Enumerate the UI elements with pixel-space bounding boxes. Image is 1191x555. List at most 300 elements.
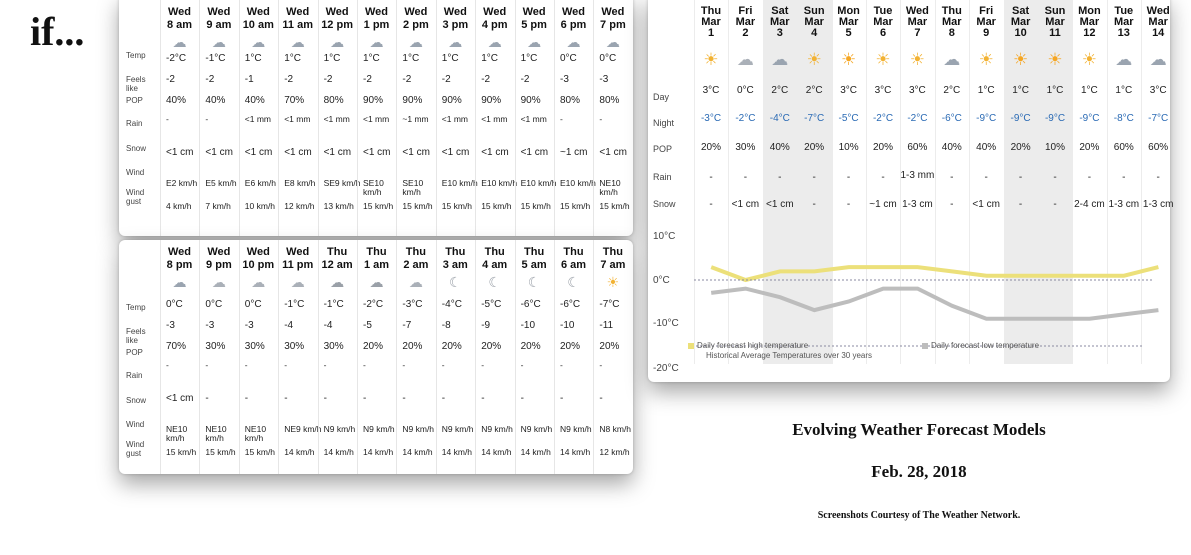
hour-day: Thu xyxy=(366,246,387,258)
hour-feels: -4 xyxy=(284,320,294,331)
night-low: -6°C xyxy=(941,113,962,124)
hour-rain: - xyxy=(441,360,445,370)
hour-day: Thu xyxy=(563,246,584,258)
hour-feels: -9 xyxy=(481,320,491,331)
sun-icon: ☀ xyxy=(840,50,857,69)
moon-cloud-icon: ☾ xyxy=(567,274,580,290)
hour-feels: -10 xyxy=(520,320,536,331)
hour-time: 5 pm xyxy=(521,19,547,31)
hour-rain: ~1 mm xyxy=(402,114,429,124)
day-month: Mar xyxy=(735,16,756,28)
day-rain: - xyxy=(984,172,988,183)
hour-rain: <1 mm xyxy=(520,114,547,124)
day-pop: 20% xyxy=(700,142,721,153)
sun-cloud-snow-icon: ☀ xyxy=(909,50,926,69)
day-month: Mar xyxy=(907,16,928,28)
hour-snow: <1 cm xyxy=(205,147,233,158)
day-snow: 1-3 cm xyxy=(1108,199,1140,210)
hour-wind: E8 km/h xyxy=(284,178,316,188)
day-pop: 10% xyxy=(1044,142,1065,153)
day-month: Mar xyxy=(942,16,962,28)
hour-gust: 15 km/h xyxy=(363,201,394,211)
hour-snow: <1 cm xyxy=(402,147,430,158)
day-snow: 1-3 cm xyxy=(1142,199,1174,210)
hour-wind: N9 km/h xyxy=(323,424,356,434)
night-low: -7°C xyxy=(1148,113,1169,124)
cloud-moon-icon: ☁ xyxy=(330,274,345,290)
hour-day: Wed xyxy=(325,6,349,18)
hour-gust: 15 km/h xyxy=(599,201,630,211)
legend-high: Daily forecast high temperature xyxy=(697,341,809,350)
hour-feels: -2 xyxy=(284,74,294,85)
night-low: -9°C xyxy=(1010,113,1031,124)
day-rain: - xyxy=(1156,172,1160,183)
hour-wind: E10 km/h xyxy=(481,178,518,188)
hour-snow: <1 cm xyxy=(599,147,627,158)
day-rain: - xyxy=(846,172,851,183)
hour-snow: - xyxy=(560,393,564,404)
hour-feels: -2 xyxy=(481,74,491,85)
hour-snow: <1 cm xyxy=(520,147,549,158)
day-high: 1°C xyxy=(1012,85,1029,96)
day-pop: 60% xyxy=(1148,142,1169,153)
day-rain: - xyxy=(743,172,748,183)
day-high: 3°C xyxy=(908,85,926,96)
hour-feels: -2 xyxy=(363,74,372,85)
hour-wind: E2 km/h xyxy=(166,178,198,188)
hour-snow: <1 cm xyxy=(166,147,194,158)
day-snow: - xyxy=(812,199,816,210)
night-low: -9°C xyxy=(1079,113,1100,124)
row-label: Rain xyxy=(126,119,143,128)
hour-rain: - xyxy=(402,360,406,370)
hour-rain: - xyxy=(205,360,209,370)
hour-time: 10 pm xyxy=(242,259,275,271)
hour-snow: <1 cm xyxy=(323,147,352,158)
day-dow: Wed xyxy=(1146,5,1170,17)
cloud-snow-icon: ☁ xyxy=(251,34,266,50)
hour-pop: 40% xyxy=(244,95,265,106)
hour-time: 8 am xyxy=(166,19,193,31)
hour-rain: - xyxy=(363,360,366,370)
hour-time: 4 am xyxy=(482,259,508,271)
day-date: 12 xyxy=(1083,27,1096,39)
day-snow: 1-3 cm xyxy=(902,199,933,210)
hour-pop: 80% xyxy=(599,95,620,106)
hour-day: Thu xyxy=(405,246,426,258)
cloud-snow-icon: ☁ xyxy=(369,34,384,50)
hour-pop: 40% xyxy=(166,95,187,106)
hour-temp: 1°C xyxy=(323,53,341,64)
row-label: Temp xyxy=(126,51,146,60)
day-snow: <1 cm xyxy=(766,199,794,210)
row-label: POP xyxy=(126,348,143,357)
hour-time: 2 am xyxy=(403,259,429,271)
hour-day: Wed xyxy=(286,6,310,18)
sun-cloud-icon: ☀ xyxy=(703,50,719,69)
hour-day: Wed xyxy=(167,246,192,258)
hour-snow: <1 cm xyxy=(166,393,194,404)
cloud-snow-icon: ☁ xyxy=(330,34,345,50)
hour-pop: 90% xyxy=(520,95,541,106)
hour-wind: E5 km/h xyxy=(205,178,237,188)
low-temp-line xyxy=(711,289,1158,319)
hour-wind: SE9 km/h xyxy=(323,178,361,188)
hour-temp: 1°C xyxy=(481,53,498,64)
hour-time: 1 am xyxy=(363,259,390,271)
day-high: 3°C xyxy=(702,85,720,96)
hour-rain: - xyxy=(166,360,169,370)
hour-feels: -3 xyxy=(599,74,609,85)
hour-snow: - xyxy=(205,393,209,404)
hour-gust: 7 km/h xyxy=(205,201,231,211)
hour-wind: N8 km/h xyxy=(599,424,632,434)
caption-title: Evolving Weather Forecast Models xyxy=(792,420,1046,439)
day-pop: 40% xyxy=(941,142,962,153)
daily-row-label-rain: Rain xyxy=(653,172,672,182)
night-low: -2°C xyxy=(907,113,928,124)
day-dow: Tue xyxy=(1114,5,1134,17)
day-pop: 30% xyxy=(735,142,756,153)
hour-wind: SE10 km/h xyxy=(402,178,424,197)
row-label: Feels like xyxy=(126,327,146,345)
hour-temp: 1°C xyxy=(402,53,420,64)
hourly-forecast-panel-top xyxy=(119,0,633,236)
row-label: Temp xyxy=(126,303,146,312)
day-dow: Fri xyxy=(979,5,994,17)
hour-snow: - xyxy=(244,393,249,404)
day-dow: Sat xyxy=(1012,5,1030,17)
day-date: 11 xyxy=(1049,27,1061,39)
night-low: -5°C xyxy=(838,113,859,124)
hour-snow: - xyxy=(402,393,406,404)
hour-feels: -7 xyxy=(402,320,412,331)
night-low: -2°C xyxy=(735,113,756,124)
hour-temp: -2°C xyxy=(363,299,384,310)
hour-time: 9 pm xyxy=(206,259,232,271)
hour-pop: 30% xyxy=(323,341,344,352)
hour-wind: NE9 km/h xyxy=(284,424,322,434)
hour-rain: - xyxy=(323,360,327,370)
hour-pop: 80% xyxy=(323,95,344,106)
hour-feels: -8 xyxy=(441,320,451,331)
hour-pop: 20% xyxy=(520,341,541,352)
day-date: 3 xyxy=(776,27,783,39)
hour-gust: 15 km/h xyxy=(441,201,473,211)
hour-temp: 1°C xyxy=(244,53,262,64)
hour-temp: -2°C xyxy=(166,53,187,64)
hour-wind: N9 km/h xyxy=(481,424,513,434)
hour-rain: <1 mm xyxy=(481,114,508,124)
hour-wind: NE10 km/h xyxy=(166,424,188,443)
sun-cloud-icon: ☀ xyxy=(606,274,620,290)
hour-gust: 14 km/h xyxy=(520,447,551,457)
high-temp-line xyxy=(711,267,1158,280)
hour-gust: 14 km/h xyxy=(284,447,315,457)
caption-date: Feb. 28, 2018 xyxy=(871,462,967,481)
hour-wind: E10 km/h xyxy=(520,178,557,188)
hour-temp: -7°C xyxy=(599,299,620,310)
day-date: 4 xyxy=(811,27,818,39)
day-pop: 60% xyxy=(907,142,928,153)
temp-axis-label: -20°C xyxy=(653,363,679,374)
hour-day: Wed xyxy=(561,6,586,18)
day-dow: Mon xyxy=(837,5,860,17)
cloud-snow-icon: ☁ xyxy=(1149,50,1167,69)
hour-snow: <1 cm xyxy=(244,147,273,158)
cloud-icon: ☁ xyxy=(290,274,305,290)
day-rain: - xyxy=(1122,172,1126,183)
day-rain: - xyxy=(950,172,954,183)
cloud-snow-icon: ☁ xyxy=(943,50,961,69)
hour-pop: 20% xyxy=(481,341,502,352)
day-date: 8 xyxy=(948,27,955,39)
night-low: -9°C xyxy=(976,113,997,124)
day-dow: Fri xyxy=(738,5,753,17)
hour-snow: <1 cm xyxy=(441,147,470,158)
hour-pop: 70% xyxy=(166,341,187,352)
day-snow: 2-4 cm xyxy=(1074,199,1105,210)
hour-pop: 20% xyxy=(363,341,384,352)
hour-feels: -5 xyxy=(363,320,372,331)
day-snow: - xyxy=(846,199,851,210)
hour-snow: <1 cm xyxy=(284,147,312,158)
day-dow: Sat xyxy=(771,5,789,17)
sun-icon: ☀ xyxy=(1047,50,1063,69)
day-month: Mar xyxy=(838,16,859,28)
day-rain: - xyxy=(1053,172,1057,183)
hour-day: Wed xyxy=(601,6,625,18)
hour-temp: 0°C xyxy=(205,299,223,310)
hour-feels: -3 xyxy=(244,320,254,331)
hour-snow: <1 cm xyxy=(481,147,509,158)
hour-temp: -6°C xyxy=(560,299,581,310)
hour-rain: - xyxy=(599,360,603,370)
hour-time: 11 pm xyxy=(282,259,314,271)
hour-feels: -11 xyxy=(599,320,614,331)
hour-gust: 14 km/h xyxy=(363,447,394,457)
hour-gust: 12 km/h xyxy=(599,447,630,457)
hour-day: Wed xyxy=(246,6,270,18)
day-date: 9 xyxy=(983,27,990,39)
hour-time: 7 am xyxy=(600,259,626,271)
row-label: Snow xyxy=(126,396,147,405)
day-rain: - xyxy=(709,172,713,183)
hour-wind: E10 km/h xyxy=(441,178,478,188)
hour-pop: 20% xyxy=(402,341,423,352)
hour-rain: <1 mm xyxy=(363,114,390,124)
night-low: -8°C xyxy=(1113,113,1134,124)
night-low: -3°C xyxy=(700,113,722,124)
hour-wind: NE10 km/h xyxy=(599,178,621,197)
hour-pop: 70% xyxy=(284,95,305,106)
hour-rain: <1 mm xyxy=(323,114,350,124)
hour-gust: 14 km/h xyxy=(441,447,473,457)
hour-time: 11 am xyxy=(282,19,313,31)
hour-rain: <1 mm xyxy=(244,114,272,124)
hour-wind: SE10 km/h xyxy=(363,178,384,197)
cloud-snow-icon: ☁ xyxy=(448,34,463,50)
hour-gust: 12 km/h xyxy=(284,201,315,211)
hour-snow: - xyxy=(599,393,603,404)
hour-gust: 14 km/h xyxy=(402,447,433,457)
hour-rain: - xyxy=(205,114,209,124)
hour-rain: <1 mm xyxy=(284,114,311,124)
day-high: 2°C xyxy=(805,85,823,96)
hour-time: 6 pm xyxy=(560,19,587,31)
hour-time: 12 am xyxy=(321,259,353,271)
hour-day: Wed xyxy=(443,6,467,18)
hour-snow: - xyxy=(481,393,485,404)
hour-time: 2 pm xyxy=(403,19,429,31)
cloud-snow-icon: ☁ xyxy=(566,34,581,50)
hour-temp: 1°C xyxy=(520,53,538,64)
hour-day: Wed xyxy=(207,6,231,18)
day-month: Mar xyxy=(873,16,893,28)
hour-rain: - xyxy=(244,360,248,370)
hour-feels: -2 xyxy=(323,74,333,85)
cloud-snow-icon: ☁ xyxy=(1115,50,1133,69)
hour-temp: 1°C xyxy=(363,53,380,64)
hour-feels: -3 xyxy=(166,320,175,331)
hour-feels: -2 xyxy=(205,74,215,85)
temp-axis-label: 10°C xyxy=(653,231,676,242)
cloud-moon-icon: ☁ xyxy=(369,274,384,290)
hour-temp: -6°C xyxy=(520,299,541,310)
day-pop: 40% xyxy=(976,142,997,153)
hour-day: Wed xyxy=(364,6,389,18)
day-dow: Thu xyxy=(941,5,962,17)
day-rain: - xyxy=(778,172,782,183)
day-high: 1°C xyxy=(1115,85,1133,96)
row-label: POP xyxy=(126,96,143,105)
hour-rain: <1 mm xyxy=(441,114,469,124)
hour-temp: 0°C xyxy=(244,299,262,310)
sun-cloud-icon: ☀ xyxy=(806,50,822,69)
daily-forecast-panel xyxy=(648,0,1174,382)
hour-day: Thu xyxy=(484,246,505,258)
hour-day: Thu xyxy=(524,246,545,258)
day-snow: - xyxy=(709,199,713,210)
day-month: Mar xyxy=(1148,16,1168,28)
cloud-snow-icon: ☁ xyxy=(172,274,187,290)
hour-day: Wed xyxy=(246,246,270,258)
day-date: 7 xyxy=(914,27,921,39)
day-pop: 10% xyxy=(838,142,859,153)
cloud-snow-icon: ☁ xyxy=(527,34,542,50)
hour-rain: - xyxy=(520,360,524,370)
hour-pop: 80% xyxy=(560,95,581,106)
hour-gust: 15 km/h xyxy=(166,447,197,457)
day-snow: - xyxy=(1018,199,1023,210)
hour-time: 1 pm xyxy=(363,19,390,31)
sun-icon: ☀ xyxy=(1012,50,1029,69)
hour-gust: 10 km/h xyxy=(244,201,276,211)
hour-rain: - xyxy=(166,114,169,124)
day-month: Mar xyxy=(1010,16,1031,28)
hour-temp: -4°C xyxy=(441,299,462,310)
hour-gust: 14 km/h xyxy=(481,447,512,457)
hour-gust: 15 km/h xyxy=(402,201,433,211)
day-date: 14 xyxy=(1152,27,1165,39)
day-pop: 20% xyxy=(1010,142,1031,153)
hour-wind: E6 km/h xyxy=(244,178,276,188)
temp-axis-label: -10°C xyxy=(653,318,679,329)
hour-temp: -1°C xyxy=(284,299,305,310)
day-snow: ~1 cm xyxy=(869,199,897,210)
day-pop: 20% xyxy=(872,142,893,153)
hour-rain: - xyxy=(284,360,288,370)
day-month: Mar xyxy=(770,16,790,28)
row-label: Rain xyxy=(126,371,143,380)
day-date: 5 xyxy=(845,27,852,39)
row-label: Wind xyxy=(126,420,145,429)
hour-day: Wed xyxy=(404,6,428,18)
day-dow: Wed xyxy=(905,5,929,17)
legend-low-swatch xyxy=(922,343,928,349)
night-low: -2°C xyxy=(872,113,894,124)
hour-snow: - xyxy=(441,393,446,404)
cloud-snow-icon: ☁ xyxy=(408,34,423,50)
hour-gust: 15 km/h xyxy=(481,201,512,211)
hour-feels: -1 xyxy=(244,74,254,85)
legend-historical: Historical Average Temperatures over 30 years xyxy=(706,351,873,360)
hour-pop: 30% xyxy=(205,341,226,352)
day-pop: 20% xyxy=(804,142,825,153)
day-dow: Tue xyxy=(873,5,893,17)
daily-row-label-pop: POP xyxy=(653,144,673,154)
hour-gust: 15 km/h xyxy=(560,201,591,211)
day-snow: <1 cm xyxy=(731,199,760,210)
day-high: 0°C xyxy=(736,85,754,96)
day-date: 13 xyxy=(1117,27,1130,39)
day-dow: Thu xyxy=(700,5,722,17)
hour-time: 5 am xyxy=(521,259,547,271)
cloud-snow-icon: ☁ xyxy=(487,34,502,50)
day-month: Mar xyxy=(1114,16,1134,28)
hour-wind: NE10 km/h xyxy=(244,424,267,443)
hour-time: 6 am xyxy=(560,259,587,271)
hour-gust: 13 km/h xyxy=(323,201,354,211)
night-low: -7°C xyxy=(804,113,825,124)
cloud-icon: ☁ xyxy=(736,50,754,69)
caption-credit: Screenshots Courtesy of The Weather Network. xyxy=(817,510,1021,521)
hour-gust: 15 km/h xyxy=(205,447,236,457)
day-dow: Sun xyxy=(803,5,825,17)
hour-snow: <1 cm xyxy=(363,147,391,158)
day-high: 2°C xyxy=(771,85,789,96)
day-month: Mar xyxy=(804,16,824,28)
hour-pop: 90% xyxy=(363,95,384,106)
hour-rain: - xyxy=(560,360,563,370)
row-label: Wind gust xyxy=(126,440,145,458)
hour-pop: 90% xyxy=(402,95,423,106)
day-high: 3°C xyxy=(1149,85,1167,96)
day-snow: - xyxy=(1053,199,1057,210)
hour-pop: 30% xyxy=(244,341,265,352)
hour-time: 4 pm xyxy=(481,19,508,31)
hour-feels: -4 xyxy=(323,320,333,331)
day-date: 1 xyxy=(707,27,715,39)
day-high: 1°C xyxy=(977,85,995,96)
sun-cloud-icon: ☀ xyxy=(1081,50,1098,69)
hour-pop: 40% xyxy=(205,95,226,106)
hour-time: 3 am xyxy=(442,259,468,271)
day-snow: <1 cm xyxy=(972,199,1000,210)
hour-wind: N9 km/h xyxy=(402,424,435,434)
hour-rain: - xyxy=(560,114,563,124)
sun-cloud-icon: ☀ xyxy=(875,50,891,69)
